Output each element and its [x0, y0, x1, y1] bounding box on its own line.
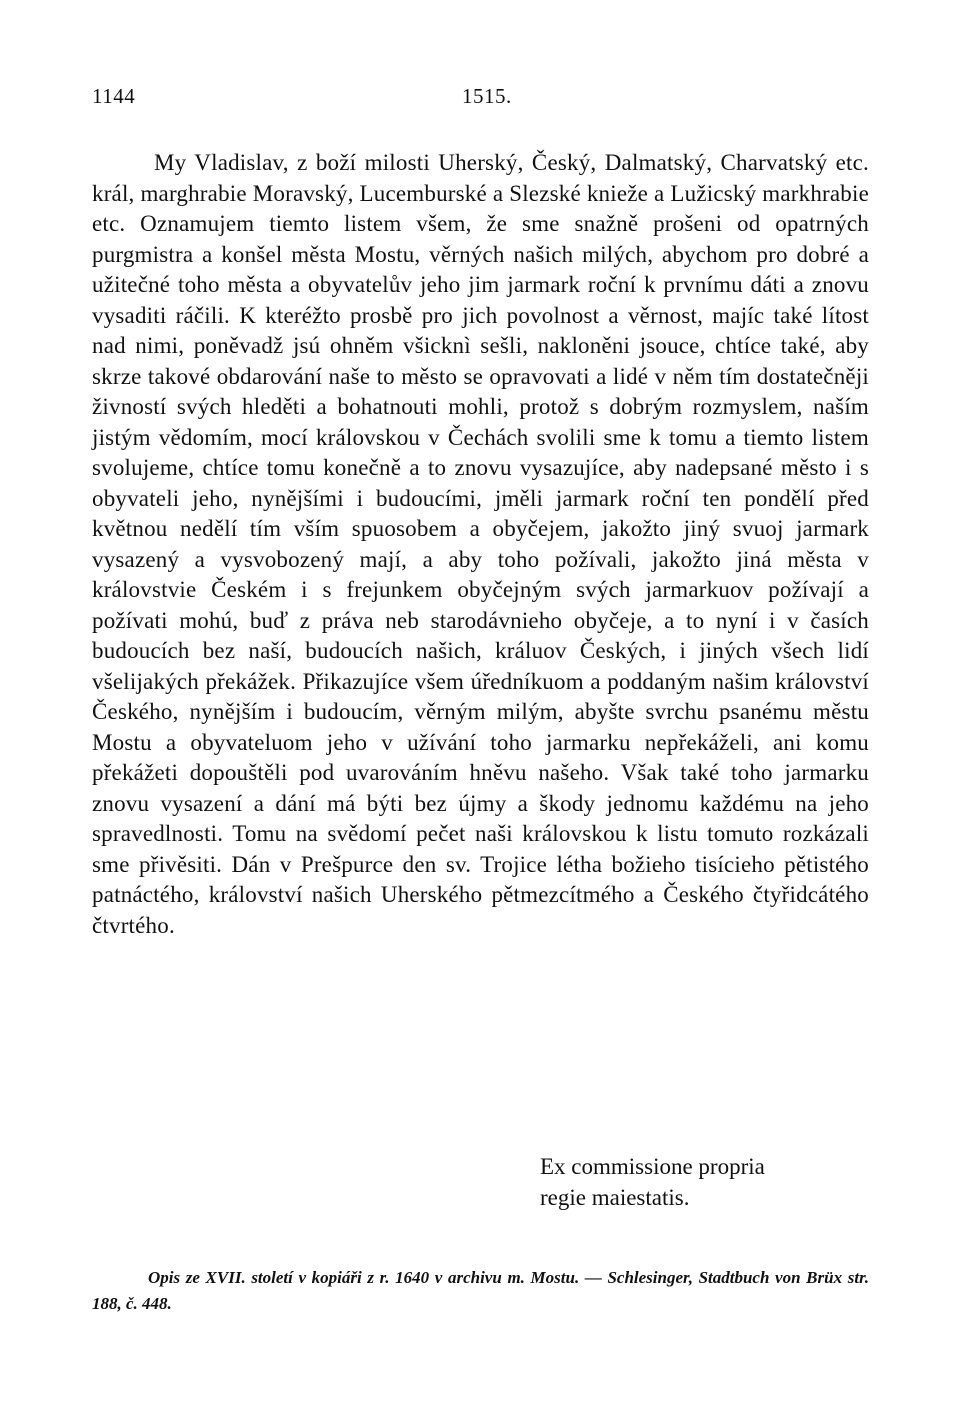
chancery-note — [540, 1152, 870, 1213]
source-footnote: Opis ze XVII. století v kopiáři z r. 1640 v archivu m. Mostu. — Schlesinger, Stadtbuch von Brüx str. 188, č. 448. — [92, 1268, 869, 1313]
page-number: 1144 — [92, 84, 136, 108]
chancery-note-line-2: regie maiestatis. — [540, 1184, 690, 1210]
chancery-note-line-1: Ex commissione propria — [540, 1154, 765, 1179]
page-header — [92, 84, 882, 114]
document-year: 1515. — [462, 84, 512, 108]
charter-text: My Vladislav, z boží milosti Uherský, Český, Dalmatský, Charvatský etc. král, marghrabie Moravský, Lucemburské a Slezské knieže a Lužicský markhrabie etc. Oznamujem tiemto listem všem, že sme snažně prošeni od opatrných purgmistra a konšel města Mostu, věrných našich milých, abychom pro dobré a užitečné toho města a obyvatelův jeho jim jarmark roční k prvnímu dáti a znovu vysaditi ráčili. K kteréžto prosbě pro jich povolnost a věrnost, majíc také lítost nad nimi, poněvadž jsú ohněm všicknì sešli, nakloněni jsouce, chtíce také, aby skrze takové obdarování naše to město se opravovati a lidé v něm tím dostatečněji živností svých hleděti a bohatnouti mohli, protož s dobrým rozmyslem, naším jistým vědomím, mocí královskou v Čechách svolili sme k tomu a tiemto listem svolujeme, chtíce tomu konečně a to znovu vysazujíce, aby nadepsané město i s obyvateli jeho, nynějšími i budoucími, jměli jarmark roční ten pondělí před květnou nedělí tím vším spuosobem a obyčejem, jakožto jiný svuoj jarmark vysazený a vysvobozený mají, a aby toho požívali, jakožto jiná města v královstvie Českém i s frejunkem obyčejným svých jarmarkuov požívají a požívati mohú, buď z práva neb starodávnieho obyčeje, a to nyní i v časích budoucích bez naší, budoucích našich, králuov Českých, i jiných všech lidí všelijakých překážek. Přikazujíce všem úředníkuom a poddaným našim království Českého, nynějším i budoucím, věrným milým, abyšte svrchu psanému městu Mostu a obyvateluom jeho v užívání toho jarmarku nepřekáželi, ani komu překážeti dopouštěli pod uvarováním hněvu našeho. Však také toho jarmarku znovu vysazení a dání má býti bez újmy a škody jednomu každému na jeho spravedlnosti. Tomu na svědomí pečet naši královskou k listu tomuto rozkázali sme přivěsiti. Dán v Prešpurce den sv. Trojice létha božieho tisícieho pětistého patnáctého, království našich Uherského pětmezcítmého a Českého čtyřidcátého čtvrtého. — [92, 150, 869, 938]
